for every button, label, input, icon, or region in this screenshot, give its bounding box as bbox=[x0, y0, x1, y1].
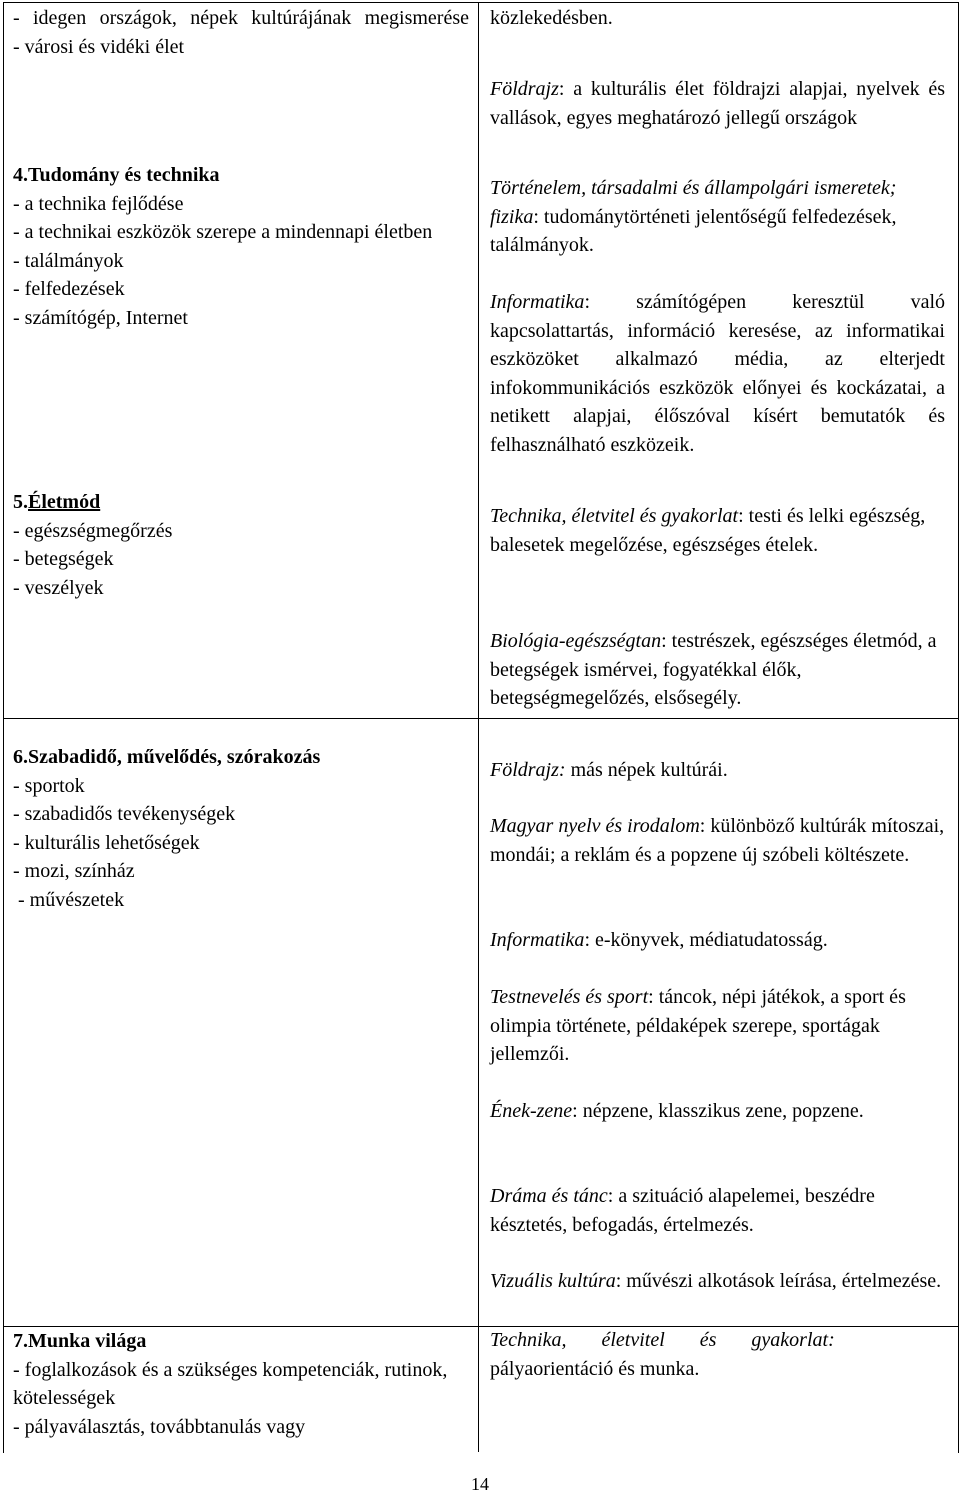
list-item: - kulturális lehetőségek bbox=[13, 831, 200, 854]
page-number: 14 bbox=[471, 1474, 489, 1494]
subject-paragraph: Ének-zene: népzene, klasszikus zene, popzene. bbox=[490, 1100, 864, 1122]
row-divider bbox=[3, 718, 958, 719]
subject-paragraph: Dráma és tánc: a szituáció alapelemei, beszédre késztetés, befogadás, értelmezés. bbox=[490, 1185, 875, 1236]
section-title: 5.Életmód bbox=[13, 491, 101, 513]
subject-paragraph: Vizuális kultúra: művészi alkotások leírása, értelmezése. bbox=[490, 1270, 942, 1292]
list-item: - számítógép, Internet bbox=[13, 306, 188, 329]
list-item: - foglalkozások és a szükséges kompetenciák, rutinok, kötelességek bbox=[13, 1358, 448, 1409]
subject-paragraph: Történelem, társadalmi és állampolgári ismeretek; fizika: tudománytörténeti jelentőségű felfedezések, találmányok. bbox=[490, 177, 897, 256]
subject-paragraph: Biológia-egészségtan: testrészek, egészséges életmód, a betegségek ismérvei, fogyatékkal élők, betegségmegelőzés, elsősegély. bbox=[490, 630, 937, 709]
right-text: közlekedésben. bbox=[490, 7, 613, 29]
section-7 bbox=[13, 1327, 469, 1441]
list-item: - pályaválasztás, továbbtanulás vagy bbox=[13, 1415, 306, 1438]
list-item: - városi és vidéki élet bbox=[13, 35, 185, 58]
subject-paragraph: Földrajz: a kulturális élet földrajzi alapjai, nyelvek és vallások, egyes meghatározó jellegű országok bbox=[490, 78, 945, 129]
subject-paragraph: Informatika: e-könyvek, médiatudatosság. bbox=[490, 929, 828, 951]
section-title: 7.Munka világa bbox=[13, 1330, 147, 1352]
list-item: - felfedezések bbox=[13, 278, 125, 300]
list-item: - egészségmegőrzés bbox=[13, 519, 173, 542]
left-intro-list bbox=[13, 4, 469, 61]
list-item: - mozi, színház bbox=[13, 860, 135, 882]
subject-paragraph: Magyar nyelv és irodalom: különböző kultúrák mítoszai, mondái; a reklám és a popzene új szóbeli költészete. bbox=[490, 815, 945, 866]
list-item: - szabadidős tevékenységek bbox=[13, 803, 236, 825]
section-4 bbox=[13, 161, 469, 332]
section-5 bbox=[13, 488, 469, 602]
list-item: - idegen országok, népek kultúrájának megismerése bbox=[13, 7, 469, 29]
subject-paragraph: Technika, életvitel és gyakorlat: testi és lelki egészség, balesetek megelőzése, egészséges ételek. bbox=[490, 505, 926, 556]
subject-paragraph: Testnevelés és sport: táncok, népi játékok, a sport és olimpia története, példaképek szerepe, sportágak jellemzői. bbox=[490, 986, 906, 1065]
column-divider bbox=[478, 2, 479, 1452]
list-item: - a technikai eszközök szerepe a mindennapi életben bbox=[13, 221, 433, 243]
list-item: - veszélyek bbox=[13, 576, 104, 599]
list-item: - sportok bbox=[13, 774, 85, 797]
subject-paragraph: Földrajz: más népek kultúrái. bbox=[490, 759, 728, 781]
list-item: - a technika fejlődése bbox=[13, 192, 184, 215]
list-item: - találmányok bbox=[13, 249, 124, 272]
subject-paragraph: Technika, életvitel és gyakorlat: pályaorientáció és munka. bbox=[490, 1329, 835, 1380]
section-title: 4.Tudomány és technika bbox=[13, 164, 220, 186]
section-6 bbox=[13, 743, 469, 914]
section-title: 6.Szabadidő, művelődés, szórakozás bbox=[13, 746, 321, 768]
list-item: - betegségek bbox=[13, 548, 114, 570]
list-item: - művészetek bbox=[13, 888, 125, 911]
subject-paragraph: Informatika: számítógépen keresztül való kapcsolattartás, információ keresése, az informatikai eszközöket alkalmazó média, az elterjedt infokommunikációs eszközök előnyei és kockázatai, a netikett alapjai, élőszóval kísért bemutatók és felhasználható eszközeik. bbox=[490, 291, 945, 456]
